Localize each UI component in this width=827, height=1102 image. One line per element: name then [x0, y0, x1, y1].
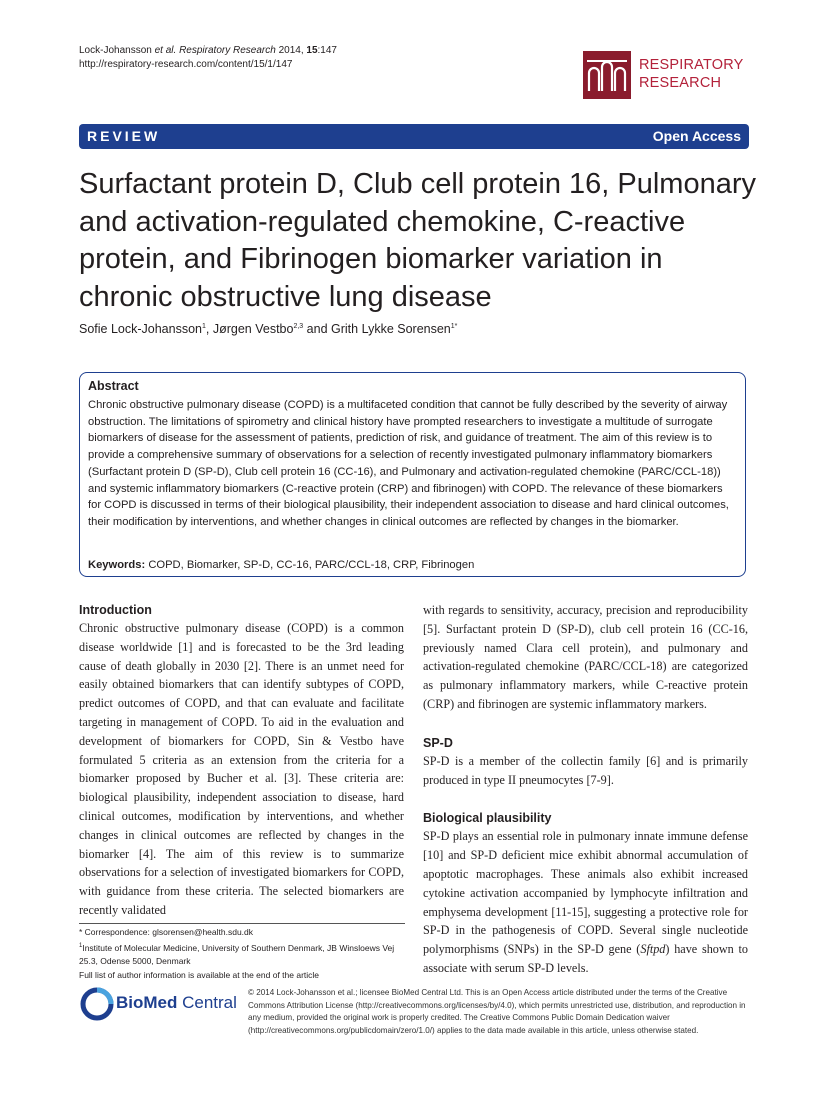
abstract-box: [79, 372, 746, 577]
article-url[interactable]: http://respiratory-research.com/content/15/1/147: [79, 59, 293, 70]
right-column: [423, 601, 748, 978]
introduction-heading: Introduction: [79, 603, 152, 617]
footnote-divider: [79, 923, 405, 924]
running-header: [79, 44, 337, 72]
abstract-text: Chronic obstructive pulmonary disease (COPD) is a multifaceted condition that cannot be fully described by the severity of airway obstruction. The limitations of spirometry and clinical history have prompted researchers to investigate a multitude of surrogate biomarkers of disease for the assessment of patients, prediction of risk, and guidance of treatment. The aim of this review is to provide a comprehensive summary of observations for a selection of recently investigated pulmonary inflammatory biomarkers (Surfactant protein D (SP-D), Club cell protein 16 (CC-16), and Pulmonary and activation-regulated chemokine (PARC/CCL-18)) and systemic inflammatory biomarkers (C-reactive protein (CRP) and fibrinogen) with COPD. The relevance of these biomarkers for COPD is discussed in terms of their biological plausibility, their independent association to disease and hard clinical outcomes, their modification by interventions, and whether changes in clinical outcomes are reflected by changes in the biomarker.: [88, 399, 729, 528]
journal-logo-text: RESPIRATORY RESEARCH: [639, 57, 744, 91]
keywords: [88, 559, 474, 571]
biomed-central-icon: [80, 987, 114, 1021]
open-access-label: Open Access: [652, 128, 741, 144]
introduction-paragraph: Chronic obstructive pulmonary disease (COPD) is a common disease worldwide [1] and is forecasted to be the 3rd leading cause of death globally in 2030 [2]. There is an unmet need for easily obtained biomarkers that can identify subtypes of COPD, predict outcomes of COPD, and that can evaluate and facilitate targeting in management of COPD. To aid in the evaluation and development of biomarkers for COPD, Sin & Vestbo have formulated 5 criteria as an extension from the criteria for a biomarker proposed by Bucher et al. [3]. These criteria are: biological plausibility, independent association to disease, hard clinical outcomes, modification by interventions, and whether changes in clinical outcomes are reflected by changes in the biomarker [4]. The aim of this review is to summarize observations for a selection of investigated biomarkers for COPD, with guidance from these criteria. The selected biomarkers are recently validated: [79, 621, 404, 917]
abstract-heading: Abstract: [88, 379, 139, 393]
publisher-logo: [80, 986, 240, 1022]
author-info-note: Full list of author information is available at the end of the article: [79, 969, 320, 980]
author-2[interactable]: Jørgen Vestbo: [212, 322, 294, 336]
citation-line: Lock-Johansson et al. Respiratory Research 2014, 15:147: [79, 45, 337, 56]
license-text: © 2014 Lock-Johansson et al.; licensee BioMed Central Ltd. This is an Open Access article distributed under the terms of the Creative Commons Attribution License (http://creativecommons.org/licenses/by/4.0), which permits unrestricted use, distribution, and reproduction in any medium, provided the original work is properly credited. The Creative Commons Public Domain Dedication waiver (http://creativecommons.org/publicdomain/zero/1.0/) applies to the data made available in this article, unless otherwise stated.: [248, 988, 746, 1035]
left-column: [79, 603, 404, 920]
introduction-continued: with regards to sensitivity, accuracy, precision and reproducibility [5]. Surfactant protein D (SP-D), club cell protein 16 (CC-16, previously named Clara cell protein), and pulmonary and activation-regulated chemokine (PARC/CCL-18) are categorized as pulmonary inflammatory markers, while C-reactive protein (CRP) and fibrinogen are systemic inflammatory markers.: [423, 603, 748, 711]
keywords-label: Keywords:: [88, 559, 146, 571]
footnotes: [79, 926, 409, 983]
keywords-list: COPD, Biomarker, SP-D, CC-16, PARC/CCL-18, CRP, Fibrinogen: [148, 559, 475, 571]
gene-name: Sftpd: [640, 942, 666, 957]
article-type: REVIEW: [87, 128, 161, 144]
author-list: Sofie Lock-Johansson$^1$, Jørgen Vestbo$^{2,3}$ and Grith Lykke Sorensen$^{1*}$: [79, 322, 458, 336]
affiliation: $^1$Institute of Molecular Medicine, University of Southern Denmark, JB Winsloews Vej 25.3, Odense 5000, Denmark: [79, 942, 395, 967]
correspondence: * Correspondence: glsorensen@health.sdu.dk: [79, 927, 254, 937]
spd-heading: SP-D: [423, 735, 453, 750]
journal-logo: [583, 51, 750, 99]
publisher-name: BioMed Central: [116, 993, 237, 1012]
article-type-banner: [79, 124, 749, 149]
author-1[interactable]: Sofie Lock-Johansson: [79, 322, 202, 336]
biological-plausibility-paragraph: SP-D plays an essential role in pulmonary innate immune defense [10] and SP-D deficient mice exhibit abnormal accumulation of apoptotic macrophages. These animals also exhibit increased cytokine activation accompanied by lymphocyte infiltration and emphysema development [11-15], suggesting a protective role for SP-D in the pathogenesis of COPD. Several single nucleotide polymorphisms (SNPs) in the SP-D gene (Sftpd) have shown to associate with serum SP-D levels.: [423, 829, 748, 975]
author-3[interactable]: Grith Lykke Sorensen: [331, 322, 451, 336]
article-title: Surfactant protein D, Club cell protein 16, Pulmonary and activation-regulated chemokine, C-reactive protein, and Fibrinogen biomarker variation in chronic obstructive lung disease: [79, 168, 757, 313]
spd-paragraph: SP-D is a member of the collectin family [6] and is primarily produced in type II pneumocytes [7-9].: [423, 753, 748, 787]
journal-logo-icon: [583, 51, 631, 99]
biological-plausibility-heading: Biological plausibility: [423, 811, 552, 826]
